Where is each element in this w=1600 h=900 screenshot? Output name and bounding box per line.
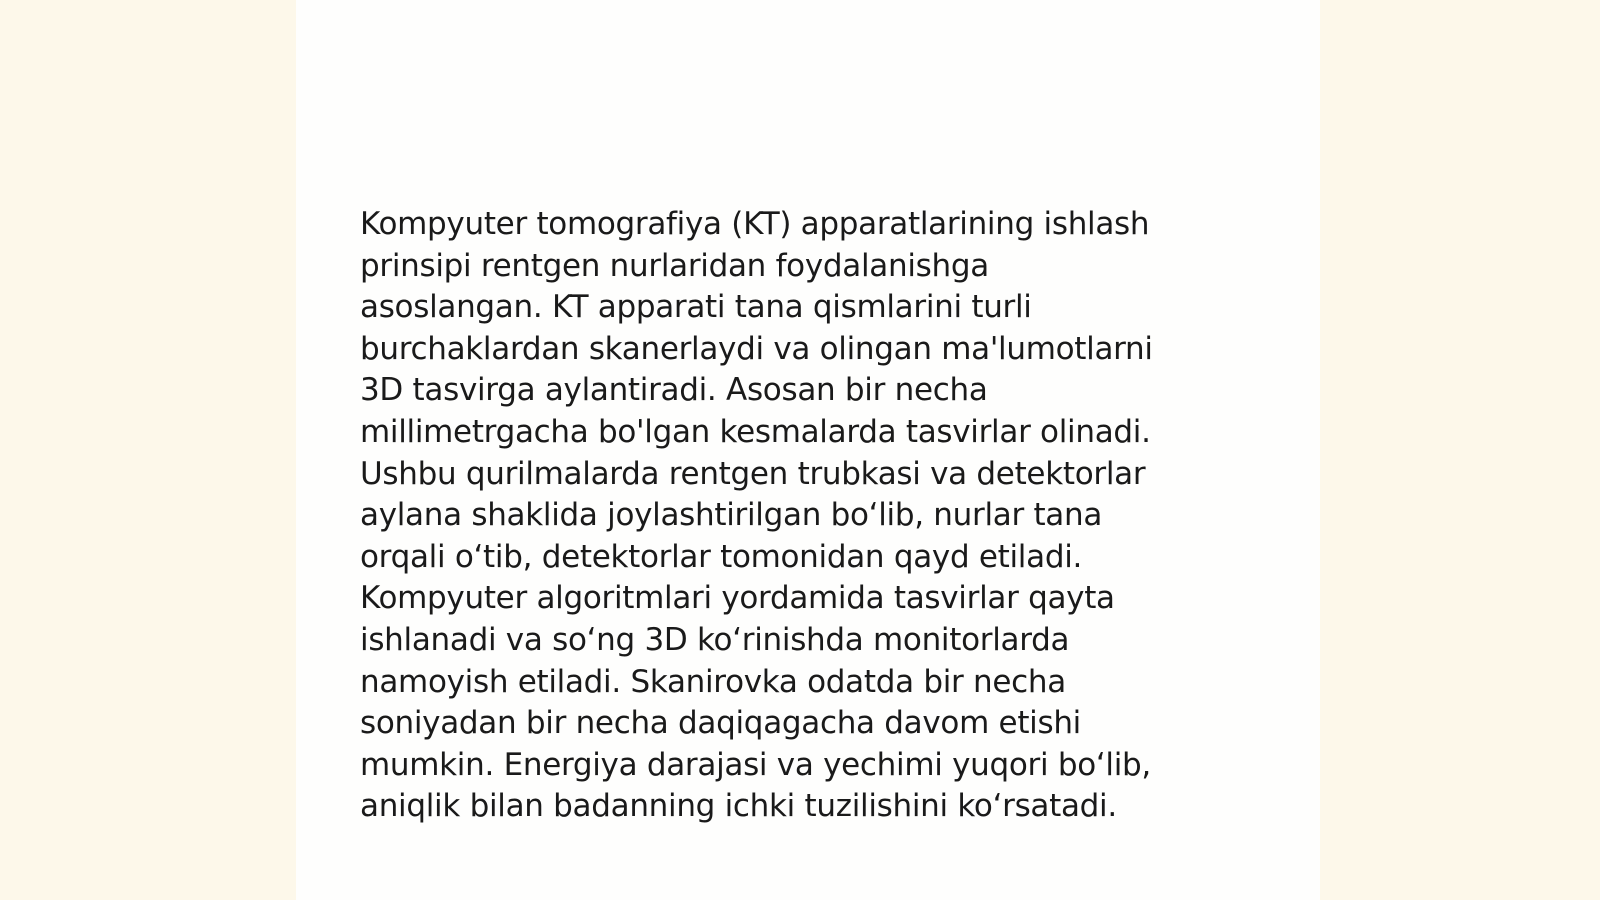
body-text-line: aylana shaklida joylashtirilgan bo‘lib, nurlar tana	[360, 497, 1103, 534]
body-text-line: Kompyuter algoritmlari yordamida tasvirlar qayta	[360, 580, 1115, 617]
body-text-line: aniqlik bilan badanning ichki tuzilishini ko‘rsatadi.	[360, 788, 1117, 825]
body-text-line: namoyish etiladi. Skanirovka odatda bir necha	[360, 663, 1066, 700]
body-text-line: prinsipi rentgen nurlaridan foydalanishga	[360, 247, 989, 284]
slide-page	[296, 0, 1320, 900]
body-text-line: mumkin. Energiya darajasi va yechimi yuqori bo‘lib,	[360, 746, 1151, 783]
slide-body-text	[360, 204, 1240, 828]
body-text-line: asoslangan. KT apparati tana qismlarini turli	[360, 289, 1032, 326]
body-text-line: millimetrgacha bo'lgan kesmalarda tasvirlar olinadi.	[360, 413, 1151, 450]
body-text-line: soniyadan bir necha daqiqagacha davom etishi	[360, 705, 1081, 742]
body-text-line: 3D tasvirga aylantiradi. Asosan bir necha	[360, 372, 988, 409]
body-text-line: Kompyuter tomografiya (KT) apparatlarining ishlash	[360, 206, 1150, 242]
body-text-line: burchaklardan skanerlaydi va olingan ma'lumotlarni	[360, 330, 1153, 367]
body-text-line: Ushbu qurilmalarda rentgen trubkasi va detektorlar	[360, 455, 1146, 492]
body-text-line: ishlanadi va so‘ng 3D ko‘rinishda monitorlarda	[360, 621, 1070, 658]
body-text-line: orqali o‘tib, detektorlar tomonidan qayd etiladi.	[360, 538, 1083, 575]
